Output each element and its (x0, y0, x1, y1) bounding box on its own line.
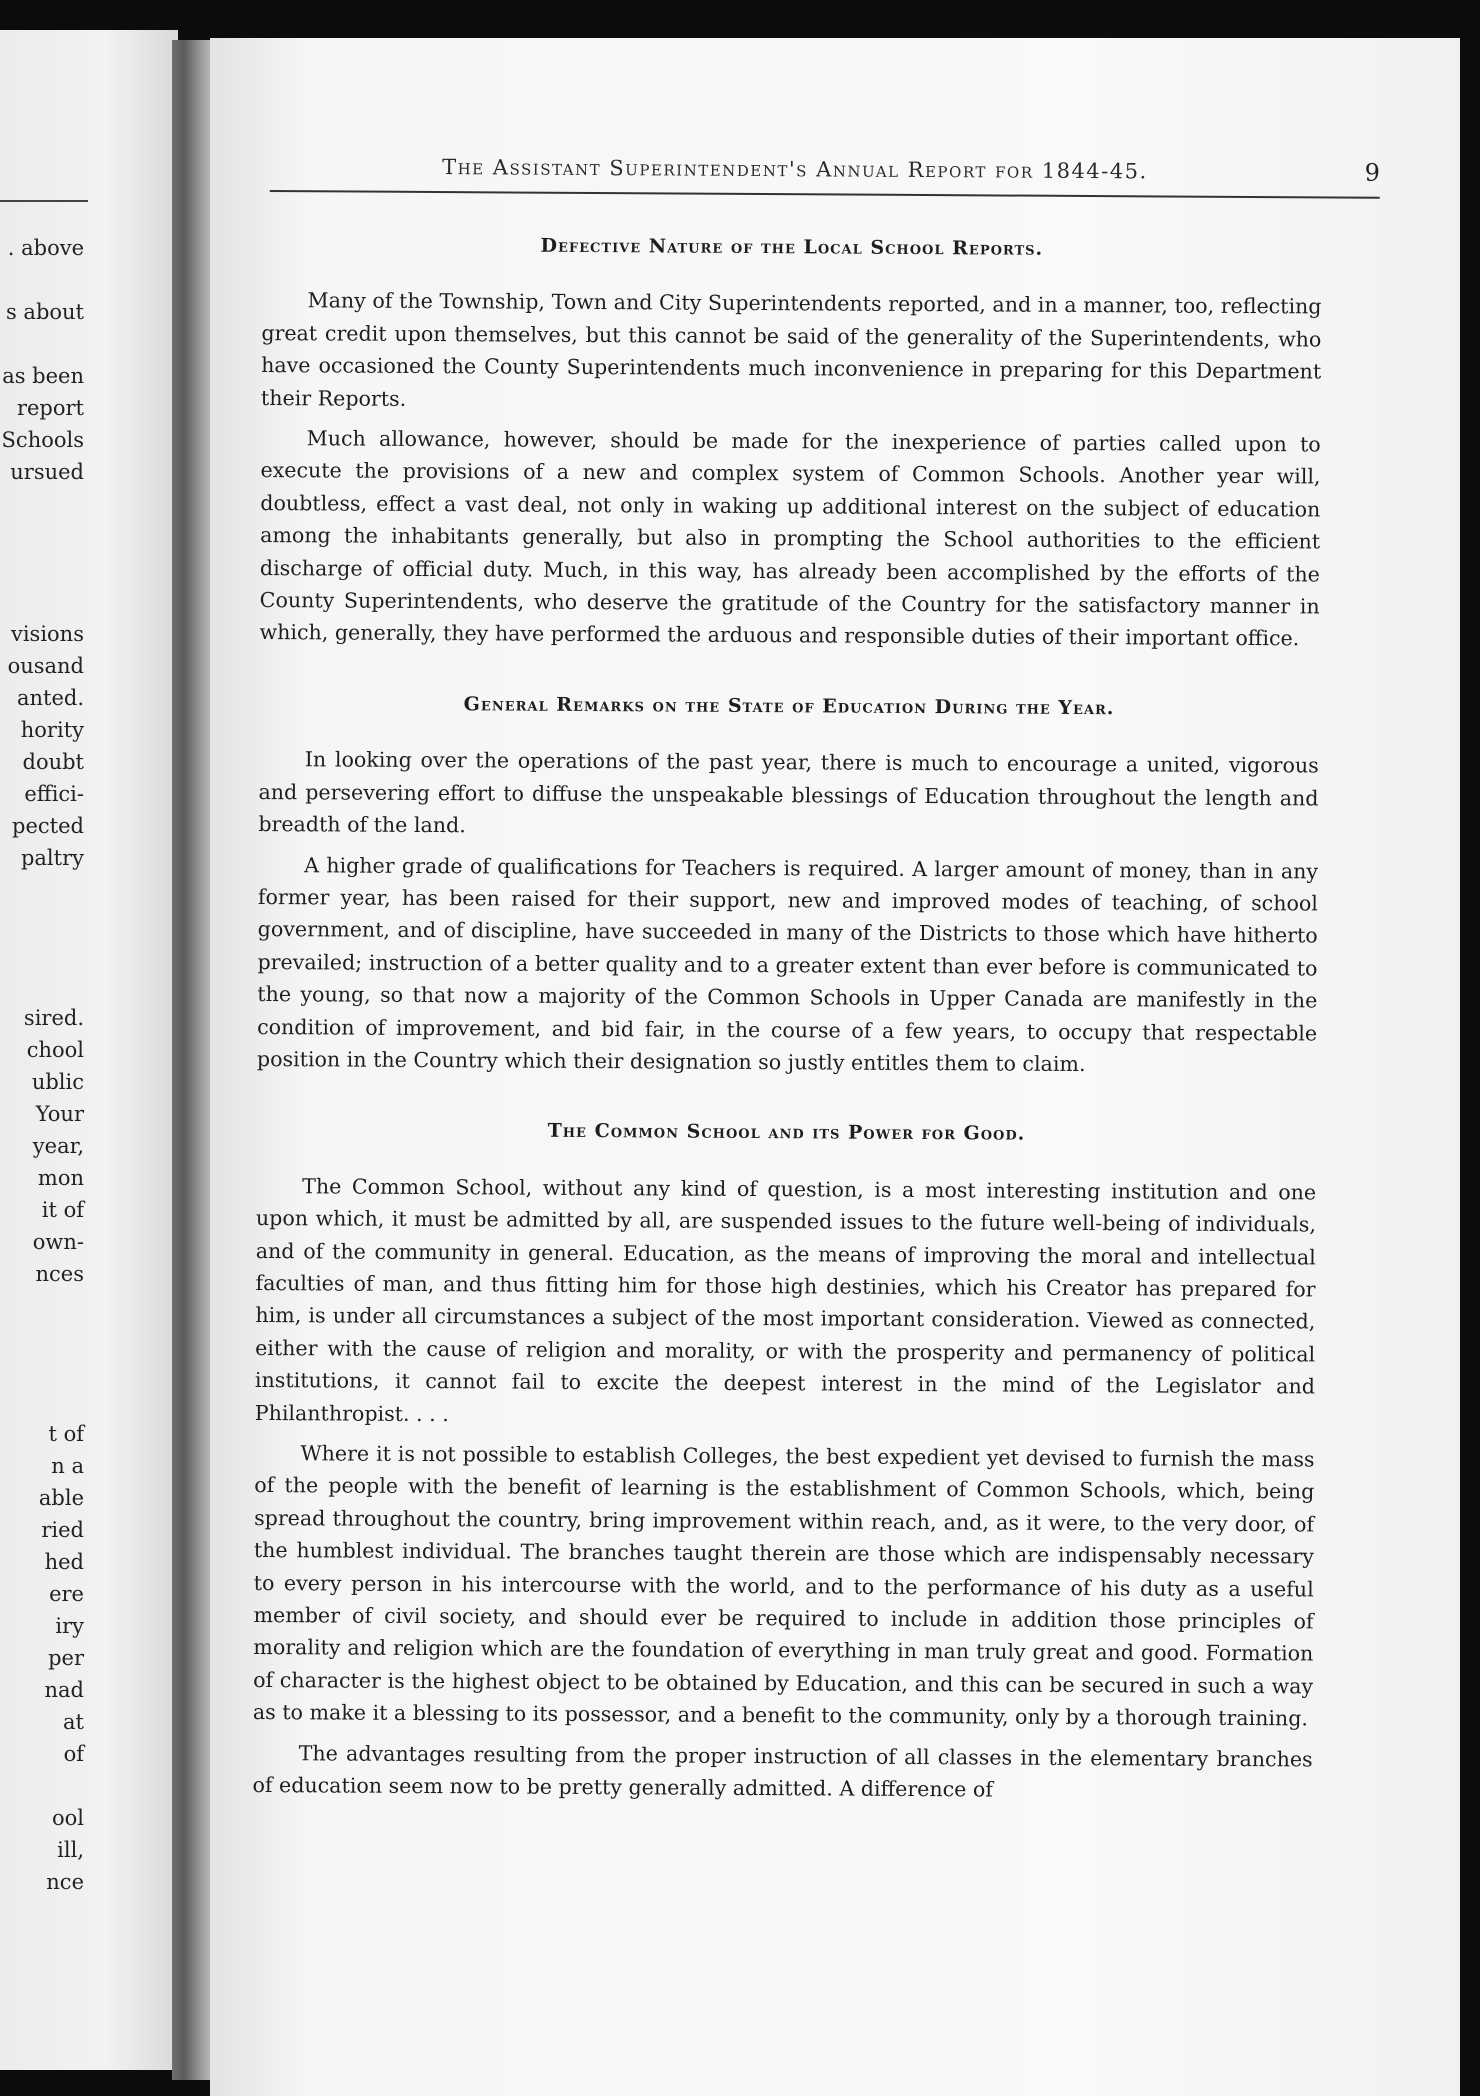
left-fragment: of (63, 1742, 84, 1766)
left-fragment: as been (2, 364, 84, 388)
left-fragment: year, (32, 1134, 84, 1158)
paragraph: Much allowance, however, should be made for the inexperience of parties called upon to execute the provisions of a new and complex system of Common Schools. Another year will, doubtless, effect a vast deal, not only in waking up additional interest on the subject of education among the inhabitants generally, but also in prompting the School authorities to the efficient discharge of official duty. Much, in this way, has already been accomplished by the efforts of the County Superintendents, who deserve the gratitude of the Country for the satisfactory manner in which, generally, they have performed the arduous and responsible duties of their important office. (259, 426, 1321, 651)
left-fragment: ried (41, 1518, 84, 1542)
left-fragment: nad (44, 1678, 84, 1702)
left-fragment: nce (46, 1870, 84, 1894)
left-fragment: ere (49, 1582, 84, 1606)
left-fragment: at (63, 1710, 84, 1734)
left-fragment: sired. (23, 1006, 84, 1030)
left-fragment: anted. (16, 686, 84, 710)
previous-page-header-rule (0, 200, 88, 202)
paragraph: In looking over the operations of the past year, there is much to encourage a united, vigorous and persevering effort to diffuse the unspeakable blessings of Education throughout the length and breadth of the land. (258, 747, 1319, 838)
left-fragment: hed (44, 1550, 84, 1574)
running-title: The Assistant Superintendent's Annual Report for 1844-45. (442, 155, 1148, 184)
left-fragment: s about (5, 300, 84, 324)
left-fragment: hority (20, 718, 84, 742)
left-fragment: per (48, 1646, 84, 1670)
paragraph: The advantages resulting from the proper instruction of all classes in the elementary branches of education seem now to be pretty generally admitted. A difference of (252, 1740, 1313, 1802)
left-fragment: own- (32, 1230, 84, 1254)
section-heading: The Common School and its Power for Good. (547, 1120, 1026, 1146)
left-fragment: t of (48, 1422, 84, 1446)
left-fragment: effici- (24, 782, 84, 806)
section-heading: General Remarks on the State of Education During the Year. (463, 693, 1115, 720)
paragraph: A higher grade of qualifications for Teachers is required. A larger amount of money, than in any former year, has been raised for their support, new and improved modes of teaching, of school government, and of discipline, have succeeded in many of the Districts to those which have hitherto prevailed; instruction of a better quality and to a greater extent than ever before is communicated to the young, so that now a majority of the Common Schools in Upper Canada are manifestly in the condition of improvement, and bid fair, in the course of a few years, to occupy that respectable position in the Country which their designation so justly entitles them to claim. (256, 852, 1319, 1076)
section-common-school (252, 1113, 1316, 1808)
left-fragment: Your (35, 1102, 84, 1126)
left-fragment: ool (51, 1806, 84, 1830)
section-heading: Defective Nature of the Local School Reports. (540, 234, 1044, 260)
left-fragment: report (16, 396, 84, 420)
running-header (270, 154, 1380, 199)
left-fragment: nces (35, 1262, 84, 1286)
left-fragment: chool (26, 1038, 84, 1062)
left-fragment: iry (55, 1614, 84, 1638)
left-fragment: . above (7, 236, 84, 260)
left-fragment: Schools (1, 428, 84, 452)
left-fragment: ublic (31, 1070, 84, 1094)
previous-page-fragment (0, 30, 178, 2070)
paragraph: The Common School, without any kind of question, is a most interesting institution and one upon which, it must be admitted by all, are suspended issues to the future well-being of individuals, and of the community in general. Education, as the means of improving the moral and intellectual faculties of man, and thus fitting him for those high destinies, which his Creator has prepared for him, is under all circumstances a subject of the most important consideration. Viewed as connected, either with the cause of religion and morality, or with the prosperity and permanency of political institutions, it cannot fail to excite the deepest interest in the mind of the Legislator and Philanthropist. . . . (254, 1174, 1317, 1426)
left-fragment: ursued (10, 460, 84, 484)
left-fragment: ousand (7, 654, 84, 678)
section-general-remarks (257, 687, 1319, 1082)
page-body (252, 228, 1322, 1816)
page-number: 9 (1364, 158, 1380, 187)
left-fragment: pected (12, 814, 84, 838)
paragraph: Many of the Township, Town and City Superintendents reported, and in a manner, too, reflecting great credit upon themselves, but this cannot be said of the generality of the Superintendents, who have occasioned the County Superintendents much inconvenience in preparing for this Department their Reports. (260, 288, 1322, 411)
left-fragment: paltry (20, 846, 84, 870)
left-fragment: doubt (22, 750, 84, 774)
left-fragment: it of (41, 1198, 84, 1222)
left-fragment: visions (10, 622, 84, 646)
paragraph: Where it is not possible to establish Colleges, the best expedient yet devised to furnish the mass of the people with the benefit of learning is the establishment of Common Schools, which, being spread throughout the country, bring improvement within reach, and, as it were, to the very door, of the humblest individual. The branches taught therein are those which are indispensably necessary to every person in his intercourse with the world, and to the performance of his duty as a useful member of civil society, and should ever be required to include in addition those principles of morality and religion which are the foundation of everything in man truly great and good. Formation of character is the highest object to be obtained by Education, and this can be secured in such a way as to make it a blessing to its possessor, and a benefit to the community, only by a thorough training. (252, 1441, 1315, 1731)
report-page (210, 38, 1460, 2096)
left-fragment: mon (37, 1166, 84, 1190)
left-fragment: ill, (57, 1838, 84, 1862)
section-defective-nature (259, 228, 1322, 655)
left-fragment: n a (51, 1454, 84, 1478)
left-fragment: able (38, 1486, 84, 1510)
